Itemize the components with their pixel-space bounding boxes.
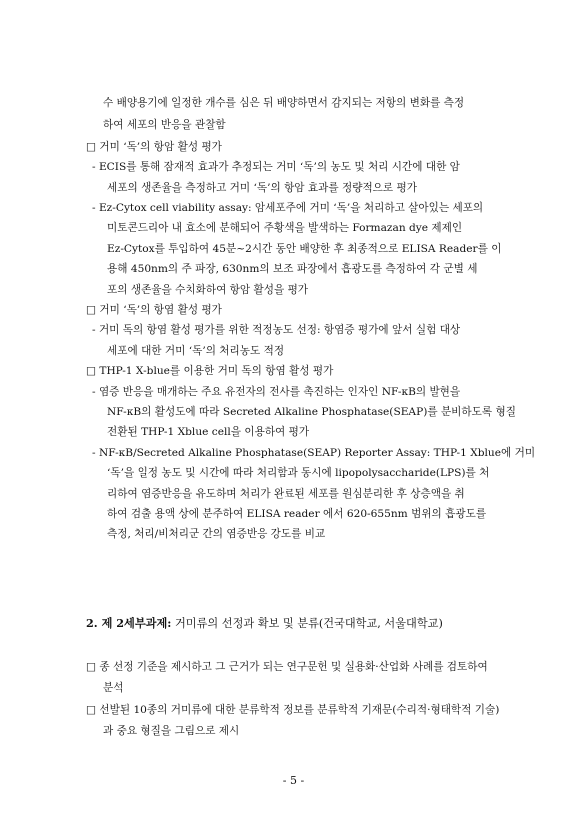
sub-item: - ECIS를 통해 잠재적 효과가 추정되는 거미 ‘독’의 농도 및 처리 시간에 대한 암 — [92, 161, 460, 173]
bullet-item: □ 선발된 10종의 거미류에 대한 분류학적 정보를 분류학적 기재문(수리적·형태학적 기술) — [86, 704, 500, 716]
text-line: 미토콘드리아 내 효소에 분해되어 주황색을 발색하는 Formazan dye 제제인 — [107, 222, 463, 234]
bullet-item: □ 거미 ‘독’의 항염 활성 평가 — [86, 304, 222, 316]
text-line: 수 배양용기에 일정한 개수를 심은 뒤 배양하면서 감지되는 저항의 변화를 측정 — [103, 97, 465, 109]
text-line: 리하여 염증반응을 유도하며 처리가 완료된 세포를 원심분리한 후 상층액을 취 — [107, 488, 465, 500]
section-heading-label: 2. 제 2세부과제: — [86, 616, 172, 630]
text-line: 세포의 생존율을 측정하고 거미 ‘독’의 항암 효과를 정량적으로 평가 — [107, 182, 417, 194]
sub-item: - Ez-Cytox cell viability assay: 암세포주에 거미 ‘독’을 처리하고 살아있는 세포의 — [92, 202, 484, 214]
text-line: Ez-Cytox를 투입하여 45분~2시간 동안 배양한 후 최종적으로 ELISA Reader를 이 — [107, 243, 502, 255]
sub-item: - 염증 반응을 매개하는 주요 유전자의 전사를 촉진하는 인자인 NF-κB의 발현을 — [92, 386, 461, 398]
bullet-item: □ 거미 ‘독’의 항암 활성 평가 — [86, 141, 222, 153]
bullet-item: □ THP-1 X-blue를 이용한 거미 독의 항염 활성 평가 — [86, 365, 334, 377]
text-line: 과 중요 형질을 그림으로 제시 — [103, 725, 240, 737]
page-number: - 5 - — [282, 774, 305, 787]
text-line: NF-κB의 활성도에 따라 Secreted Alkaline Phosphatase(SEAP)를 분비하도록 형질 — [107, 406, 516, 418]
text-line: 포의 생존율을 수치화하여 항암 활성을 평가 — [107, 284, 309, 296]
text-line: 전환된 THP-1 Xblue cell을 이용하여 평가 — [107, 426, 310, 438]
text-line: 분석 — [103, 682, 124, 694]
sub-item: - 거미 독의 항염 활성 평가를 위한 적정농도 선정: 항염증 평가에 앞서 실험 대상 — [92, 324, 461, 336]
text-line: 하여 검출 용액 상에 분주하여 ELISA reader 에서 620-655nm 범위의 흡광도를 — [107, 508, 487, 520]
section-heading — [86, 616, 443, 631]
text-line: ‘독’을 일정 농도 및 시간에 따라 처리함과 동시에 lipopolysaccharide(LPS)를 처 — [107, 467, 490, 479]
sub-item: - NF-κB/Secreted Alkaline Phosphatase(SEAP) Reporter Assay: THP-1 Xblue에 거미 — [92, 447, 536, 459]
text-line: 하여 세포의 반응을 관찰함 — [103, 119, 226, 131]
section-heading-text: 거미류의 선정과 확보 및 분류(건국대학교, 서울대학교) — [171, 617, 443, 630]
text-line: 측정, 처리/비처리군 간의 염증반응 강도를 비교 — [107, 528, 326, 540]
text-line: 세포에 대한 거미 ‘독’의 처리농도 적정 — [107, 345, 285, 357]
bullet-item: □ 종 선정 기준을 제시하고 그 근거가 되는 연구문헌 및 실용화·산업화 사례를 검토하여 — [86, 661, 488, 673]
text-line: 용해 450nm의 주 파장, 630nm의 보조 파장에서 흡광도를 측정하여 각 군별 세 — [107, 263, 478, 275]
